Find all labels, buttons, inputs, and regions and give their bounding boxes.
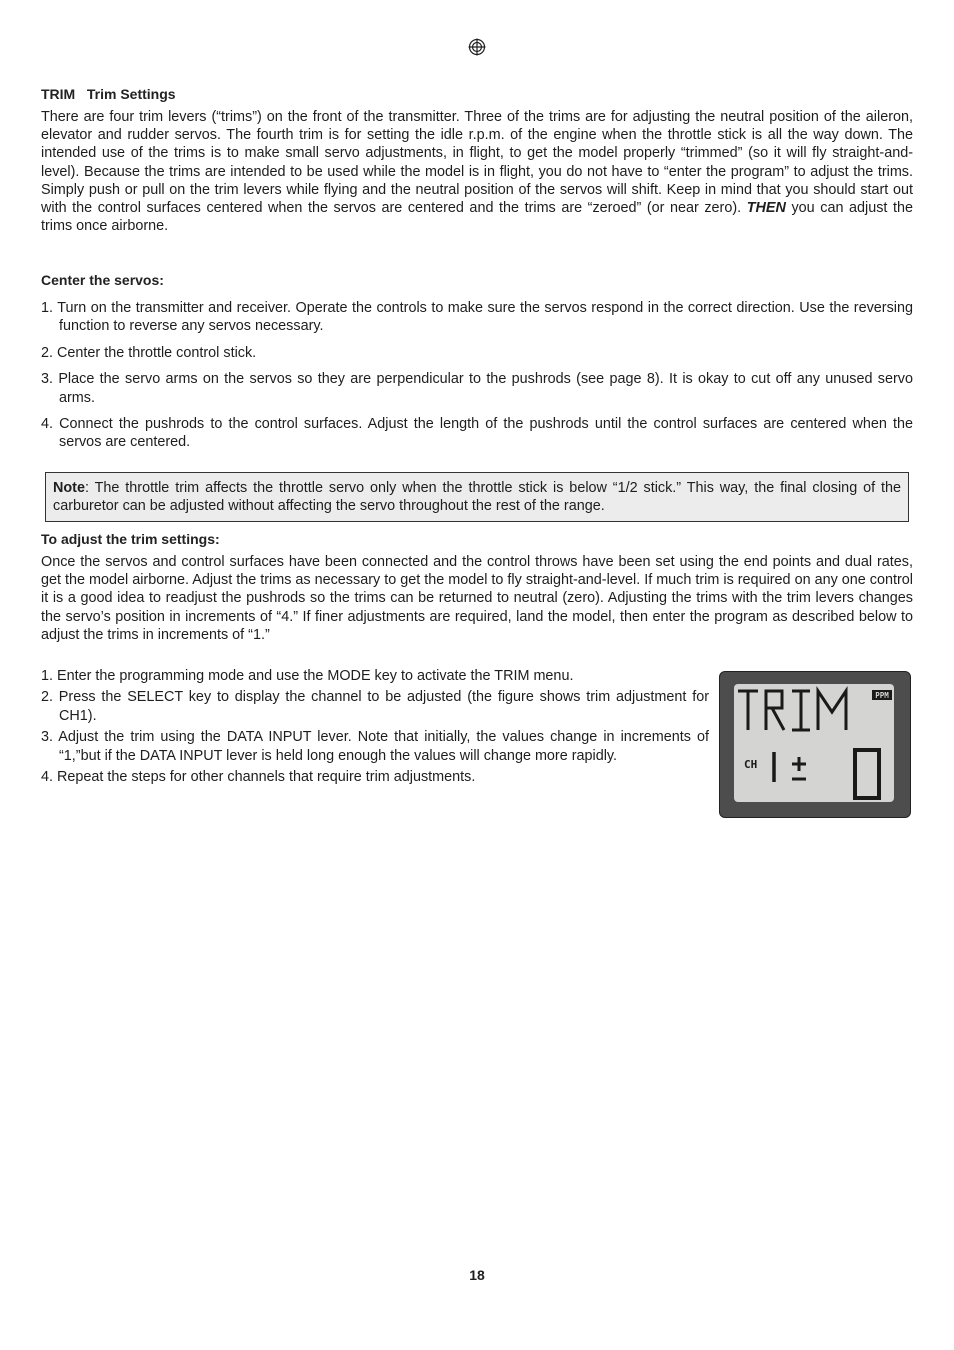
note-text: : The throttle trim affects the throttle servo only when the throttle stick is below “1/2 stick.” This way, the final closing of the carburetor can be adjusted without affecting the servo throughout the rest of the range. [53,480,901,515]
center-step-3: 3. Place the servo arms on the servos so they are perpendicular to the pushrods (see page 8). It is okay to cut off any unused servo arms. [41,371,913,406]
trim-intro-closing: you can adjust the trims once airborne. [41,200,913,235]
center-servos-heading: Center the servos: [41,272,164,288]
lcd-trim-text [738,691,846,730]
note-label: Note [53,480,85,496]
adjust-step-1: 1. Enter the programming mode and use the MODE key to activate the TRIM menu. [41,668,574,684]
center-step-2: 2. Center the throttle control stick. [41,344,257,361]
center-step-1: 1. Turn on the transmitter and receiver. Operate the controls to make sure the servos respond in the correct direction. Use the reversing function to reverse any servos necessary. [41,300,913,335]
center-servos-steps [41,299,913,452]
registration-mark-icon [468,38,486,56]
trim-section-heading [41,86,176,102]
center-step-4: 4. Connect the pushrods to the control surfaces. Adjust the length of the pushrods until the control surfaces are centered when the servos are centered. [41,416,913,451]
lcd-channel-label: CH [744,758,758,771]
note-box [45,472,909,522]
adjust-step-3: 3. Adjust the trim using the DATA INPUT lever. Note that initially, the values change in increments of “1,”but if the DATA INPUT lever is held long enough the values will change more rapidly. [41,729,709,764]
lcd-screen [734,684,894,802]
trim-intro-paragraph [41,108,913,235]
adjust-trim-steps [41,667,709,786]
trim-section-code: TRIM [41,86,76,102]
svg-text:PPM: PPM [875,691,889,700]
adjust-trim-paragraph: Once the servos and control surfaces have been connected and the control throws have been set using the end points and dual rates, get the model airborne. Adjust the trims as necessary to get the model to fly straight-and-level. If much trim is required on any one control it is a good idea to readjust the pushrods so the trims can be returned to neutral (zero). Adjusting the trims with the trim levers changes the servo’s position in increments of “4.” If finer adjustments are required, land the model, then enter the program as described below to adjust the trims in increments of “1.” [41,554,913,643]
lcd-value-digit [855,750,879,798]
trim-intro-text: There are four trim levers (“trims”) on the front of the transmitter. Three of the trims are for adjusting the neutral position of the aileron, elevator and rudder servos. The fourth trim is for setting the idle r.p.m. of the engine when the throttle stick is all the way down. The intended use of the trims is to make small servo adjustments, in flight, to get the model properly “trimmed” (so it will fly straight-and-level). Because the trims are intended to be used while the model is in flight, you do not have to “enter the program” to adjust the trims. Simply push or pull on the trim levers while flying and the neutral position of the servos will shift. Keep in mind that you should start out with the control surfaces centered when the servos are centered and the trims are “zeroed” (or near zero). [41,109,913,217]
lcd-ppm-badge [872,690,892,700]
lcd-plus-minus-icon [792,757,806,779]
adjust-step-2: 2. Press the SELECT key to display the channel to be adjusted (the figure shows trim adjustment for CH1). [41,689,709,724]
page-number: 18 [469,1267,485,1283]
lcd-display-figure [719,671,911,818]
trim-intro-emphasis: THEN [746,200,786,217]
trim-section-title: Trim Settings [86,86,176,102]
adjust-step-4: 4. Repeat the steps for other channels that require trim adjustments. [41,769,476,786]
adjust-trim-heading: To adjust the trim settings: [41,531,220,547]
